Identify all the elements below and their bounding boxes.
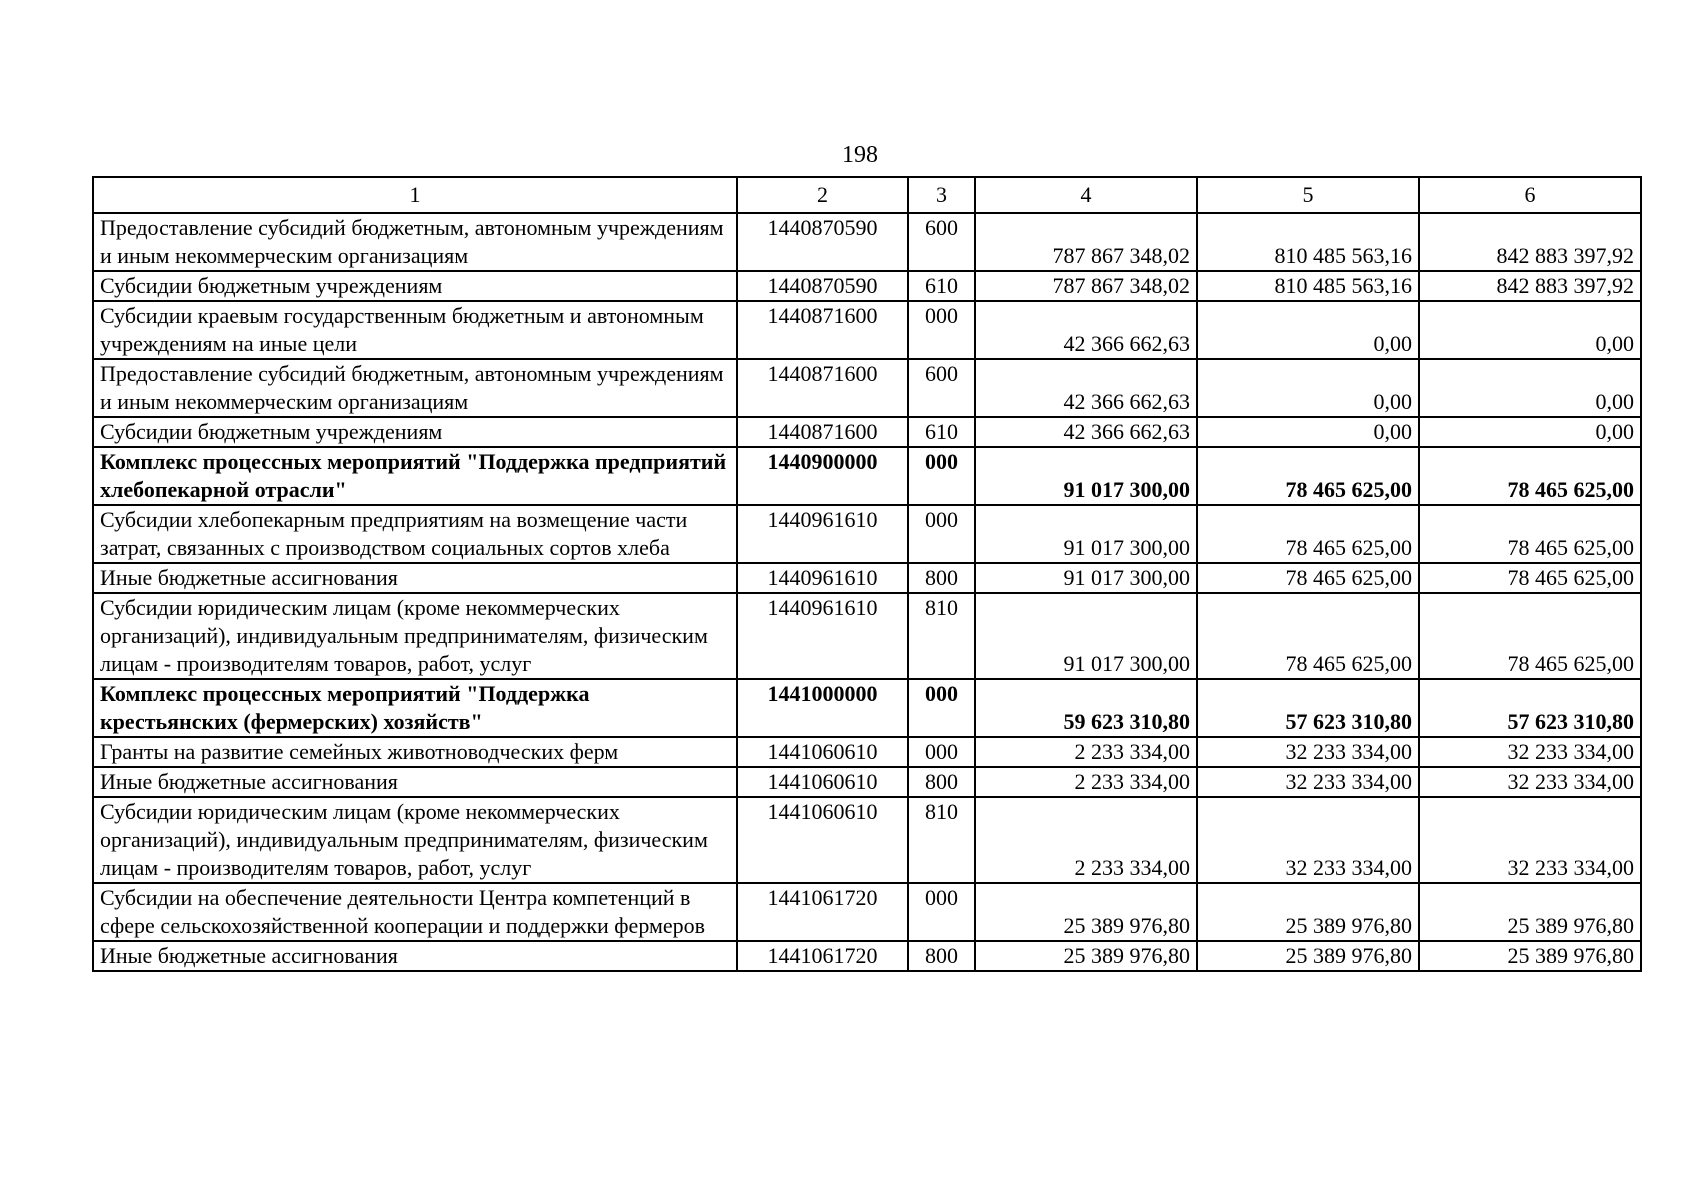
- amount-column-4-cell: 42 366 662,63: [975, 417, 1197, 447]
- column-header-3: 3: [908, 177, 975, 213]
- amount-column-6-cell: 78 465 625,00: [1419, 593, 1641, 679]
- table-row: [93, 679, 1641, 737]
- column-header-6: 6: [1419, 177, 1641, 213]
- expense-type-code-cell: 810: [908, 593, 975, 679]
- amount-column-6-cell: 25 389 976,80: [1419, 941, 1641, 971]
- table-row: [93, 563, 1641, 593]
- amount-column-6-cell: 57 623 310,80: [1419, 679, 1641, 737]
- row-name-cell: Гранты на развитие семейных животноводческих ферм: [93, 737, 737, 767]
- table-row: [93, 359, 1641, 417]
- amount-column-4-cell: 25 389 976,80: [975, 941, 1197, 971]
- amount-column-4-cell: 2 233 334,00: [975, 797, 1197, 883]
- target-article-code-cell: 1440961610: [737, 593, 908, 679]
- column-header-2: 2: [737, 177, 908, 213]
- row-name-cell: Субсидии юридическим лицам (кроме некоммерческих организаций), индивидуальным предпринимателям, физическим лицам - производителям товаров, работ, услуг: [93, 593, 737, 679]
- amount-column-4-cell: 2 233 334,00: [975, 767, 1197, 797]
- amount-column-4-cell: 59 623 310,80: [975, 679, 1197, 737]
- expense-type-code-cell: 600: [908, 213, 975, 271]
- expense-type-code-cell: 810: [908, 797, 975, 883]
- target-article-code-cell: 1440870590: [737, 271, 908, 301]
- table-row: [93, 505, 1641, 563]
- target-article-code-cell: 1441060610: [737, 797, 908, 883]
- expense-type-code-cell: 000: [908, 737, 975, 767]
- amount-column-6-cell: 32 233 334,00: [1419, 797, 1641, 883]
- amount-column-4-cell: 91 017 300,00: [975, 593, 1197, 679]
- amount-column-5-cell: 78 465 625,00: [1197, 505, 1419, 563]
- target-article-code-cell: 1440871600: [737, 301, 908, 359]
- expense-type-code-cell: 000: [908, 505, 975, 563]
- column-header-1: 1: [93, 177, 737, 213]
- amount-column-4-cell: 42 366 662,63: [975, 359, 1197, 417]
- table-row: [93, 593, 1641, 679]
- target-article-code-cell: 1441060610: [737, 767, 908, 797]
- target-article-code-cell: 1441061720: [737, 883, 908, 941]
- table-row: [93, 301, 1641, 359]
- amount-column-4-cell: 787 867 348,02: [975, 213, 1197, 271]
- amount-column-5-cell: 810 485 563,16: [1197, 213, 1419, 271]
- table-header: [93, 177, 1641, 213]
- amount-column-5-cell: 0,00: [1197, 359, 1419, 417]
- table-body: [93, 213, 1641, 971]
- target-article-code-cell: 1440870590: [737, 213, 908, 271]
- table-row: [93, 271, 1641, 301]
- table-row: [93, 447, 1641, 505]
- expense-type-code-cell: 800: [908, 563, 975, 593]
- row-name-cell: Субсидии бюджетным учреждениям: [93, 417, 737, 447]
- amount-column-5-cell: 25 389 976,80: [1197, 883, 1419, 941]
- expense-type-code-cell: 800: [908, 767, 975, 797]
- amount-column-5-cell: 32 233 334,00: [1197, 737, 1419, 767]
- target-article-code-cell: 1440961610: [737, 505, 908, 563]
- amount-column-6-cell: 0,00: [1419, 359, 1641, 417]
- row-name-cell: Субсидии бюджетным учреждениям: [93, 271, 737, 301]
- amount-column-5-cell: 32 233 334,00: [1197, 767, 1419, 797]
- table-row: [93, 797, 1641, 883]
- row-name-cell: Субсидии на обеспечение деятельности Центра компетенций в сфере сельскохозяйственной кооперации и поддержки фермеров: [93, 883, 737, 941]
- target-article-code-cell: 1441000000: [737, 679, 908, 737]
- target-article-code-cell: 1440900000: [737, 447, 908, 505]
- expense-type-code-cell: 800: [908, 941, 975, 971]
- amount-column-6-cell: 842 883 397,92: [1419, 213, 1641, 271]
- header-row: [93, 177, 1641, 213]
- target-article-code-cell: 1440871600: [737, 417, 908, 447]
- amount-column-6-cell: 78 465 625,00: [1419, 563, 1641, 593]
- row-name-cell: Субсидии хлебопекарным предприятиям на возмещение части затрат, связанных с производством социальных сортов хлеба: [93, 505, 737, 563]
- table-row: [93, 883, 1641, 941]
- row-name-cell: Субсидии краевым государственным бюджетным и автономным учреждениям на иные цели: [93, 301, 737, 359]
- expense-type-code-cell: 000: [908, 679, 975, 737]
- amount-column-4-cell: 91 017 300,00: [975, 505, 1197, 563]
- row-name-cell: Иные бюджетные ассигнования: [93, 941, 737, 971]
- amount-column-6-cell: 842 883 397,92: [1419, 271, 1641, 301]
- row-name-cell: Субсидии юридическим лицам (кроме некоммерческих организаций), индивидуальным предпринимателям, физическим лицам - производителям товаров, работ, услуг: [93, 797, 737, 883]
- amount-column-6-cell: 0,00: [1419, 301, 1641, 359]
- amount-column-5-cell: 78 465 625,00: [1197, 593, 1419, 679]
- target-article-code-cell: 1440871600: [737, 359, 908, 417]
- amount-column-4-cell: 91 017 300,00: [975, 563, 1197, 593]
- table-row: [93, 941, 1641, 971]
- amount-column-4-cell: 91 017 300,00: [975, 447, 1197, 505]
- amount-column-6-cell: 25 389 976,80: [1419, 883, 1641, 941]
- amount-column-6-cell: 32 233 334,00: [1419, 737, 1641, 767]
- amount-column-5-cell: 78 465 625,00: [1197, 447, 1419, 505]
- row-name-cell: Иные бюджетные ассигнования: [93, 563, 737, 593]
- expense-type-code-cell: 000: [908, 447, 975, 505]
- amount-column-6-cell: 78 465 625,00: [1419, 447, 1641, 505]
- expense-type-code-cell: 000: [908, 883, 975, 941]
- amount-column-5-cell: 25 389 976,80: [1197, 941, 1419, 971]
- amount-column-6-cell: 78 465 625,00: [1419, 505, 1641, 563]
- amount-column-5-cell: 810 485 563,16: [1197, 271, 1419, 301]
- table-row: [93, 767, 1641, 797]
- amount-column-5-cell: 0,00: [1197, 301, 1419, 359]
- amount-column-4-cell: 787 867 348,02: [975, 271, 1197, 301]
- table-row: [93, 737, 1641, 767]
- expense-type-code-cell: 600: [908, 359, 975, 417]
- page-number: 198: [842, 142, 878, 168]
- amount-column-4-cell: 2 233 334,00: [975, 737, 1197, 767]
- row-name-cell: Предоставление субсидий бюджетным, автономным учреждениям и иным некоммерческим организациям: [93, 213, 737, 271]
- amount-column-5-cell: 32 233 334,00: [1197, 797, 1419, 883]
- amount-column-5-cell: 57 623 310,80: [1197, 679, 1419, 737]
- target-article-code-cell: 1441061720: [737, 941, 908, 971]
- expense-type-code-cell: 610: [908, 271, 975, 301]
- row-name-cell: Комплекс процессных мероприятий "Поддержка предприятий хлебопекарной отрасли": [93, 447, 737, 505]
- row-name-cell: Предоставление субсидий бюджетным, автономным учреждениям и иным некоммерческим организациям: [93, 359, 737, 417]
- column-header-5: 5: [1197, 177, 1419, 213]
- budget-table: [92, 176, 1642, 972]
- target-article-code-cell: 1441060610: [737, 737, 908, 767]
- table-row: [93, 417, 1641, 447]
- row-name-cell: Иные бюджетные ассигнования: [93, 767, 737, 797]
- amount-column-4-cell: 42 366 662,63: [975, 301, 1197, 359]
- table-row: [93, 213, 1641, 271]
- column-header-4: 4: [975, 177, 1197, 213]
- amount-column-6-cell: 32 233 334,00: [1419, 767, 1641, 797]
- amount-column-5-cell: 78 465 625,00: [1197, 563, 1419, 593]
- row-name-cell: Комплекс процессных мероприятий "Поддержка крестьянских (фермерских) хозяйств": [93, 679, 737, 737]
- amount-column-5-cell: 0,00: [1197, 417, 1419, 447]
- amount-column-4-cell: 25 389 976,80: [975, 883, 1197, 941]
- amount-column-6-cell: 0,00: [1419, 417, 1641, 447]
- expense-type-code-cell: 000: [908, 301, 975, 359]
- target-article-code-cell: 1440961610: [737, 563, 908, 593]
- expense-type-code-cell: 610: [908, 417, 975, 447]
